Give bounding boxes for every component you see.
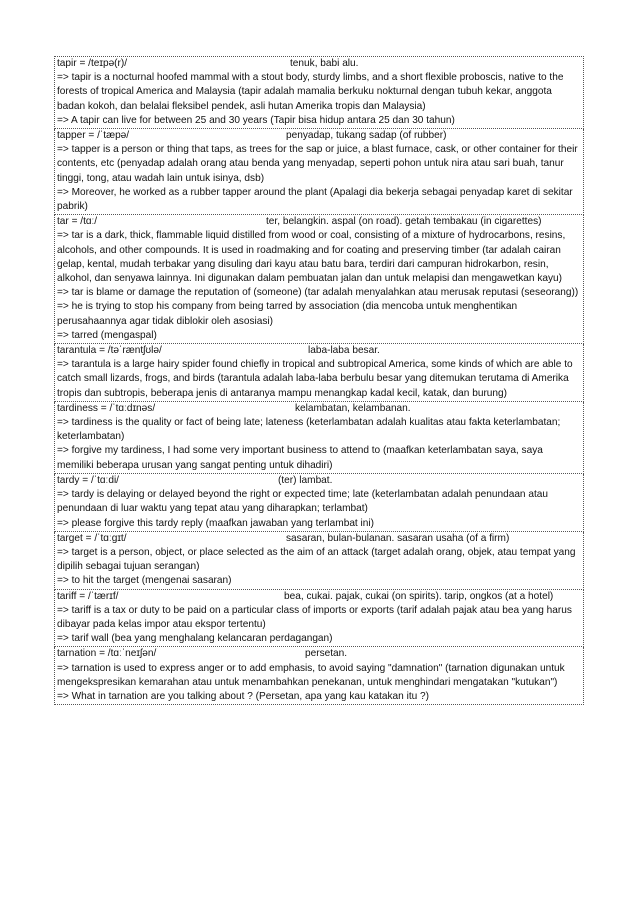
entry-heading xyxy=(57,532,581,546)
entry-heading xyxy=(57,402,581,416)
entry-meaning: kelambatan, kelambanan. xyxy=(295,402,411,414)
entry-definition: => tarnation is used to express anger or to add emphasis, to avoid saying "damnation" (tarnation digunakan untuk mengekspresikan kemarahan atau untuk menambahkan penekanan, untuk menghindari mengatakan "kutukan") xyxy=(57,662,565,688)
entry-heading xyxy=(57,215,581,229)
entry-definition: => tarantula is a large hairy spider found chiefly in tropical and subtropical America, some kinds of which are able to catch small lizards, frogs, and birds (tarantula adalah laba-laba berbulu besar yang ditemukan terutama di Amerika tropis dan subtropis, beberapa jenis di antaranya mampu menangkap kadal kecil, katak, dan burung) xyxy=(57,359,573,399)
entry-target xyxy=(54,532,584,590)
entry-meaning: tenuk, babi alu. xyxy=(290,58,359,69)
entry-tapper xyxy=(54,129,584,215)
entry-word: tarnation = /tɑːˈneɪʃən/ xyxy=(57,648,157,660)
entry-word: target = /ˈtɑːgɪt/ xyxy=(57,532,127,544)
entry-heading xyxy=(57,129,581,143)
entry-tardy xyxy=(54,474,584,532)
entry-definition: => tariff is a tax or duty to be paid on a particular class of imports or exports (tarif adalah pajak atau bea yang harus dibayar pada kelas impor atau ekspor tertentu) xyxy=(57,604,572,630)
entry-definition: => tapir is a nocturnal hoofed mammal with a stout body, sturdy limbs, and a short flexible proboscis, native to the forests of tropical America and Malaysia (tapir adalah mamalia berkuku nokturnal dengan tubuh kekar, anggota badan kokoh, dan belalai fleksibel pendek, asli hutan Amerika tropis dan Malaysia) xyxy=(57,72,564,112)
dictionary-document xyxy=(54,56,584,705)
entry-word: tar = /tɑː/ xyxy=(57,216,98,228)
entry-word: tardiness = /ˈtɑːdɪnəs/ xyxy=(57,402,156,414)
entry-heading xyxy=(57,474,581,488)
entry-tarnation xyxy=(54,647,584,705)
entry-tardiness xyxy=(54,402,584,474)
entry-meaning: (ter) lambat. xyxy=(278,474,333,486)
entry-heading xyxy=(57,57,581,71)
entry-example: => he is trying to stop his company from being tarred by association (dia mencoba untuk menghentikan perusahaannya agar tidak diblokir oleh asosiasi) xyxy=(57,301,518,327)
entry-example: => Moreover, he worked as a rubber tapper around the plant (Apalagi dia bekerja sebagai penyadap karet di sekitar pabrik) xyxy=(57,186,573,213)
entry-meaning: ter, belangkin. aspal (on road). getah tembakau (in cigarettes) xyxy=(266,216,542,228)
entry-meaning: persetan. xyxy=(305,648,348,660)
entry-meaning: laba-laba besar. xyxy=(308,345,380,357)
entry-definition: => target is a person, object, or place selected as the aim of an attack (target adalah orang, objek, atau tempat yang dipilih sebagai tujuan serangan) xyxy=(57,546,576,573)
entry-example: => forgive my tardiness, I had some very important business to attend to (maafkan keterlambatan saya, saya memiliki beberapa urusan yang sangat penting untuk dihadiri) xyxy=(57,445,543,471)
entry-word: tariff = /ˈtærɪf/ xyxy=(57,590,119,602)
entry-heading xyxy=(57,647,581,661)
entry-example: => A tapir can live for between 25 and 30 years (Tapir bisa hidup antara 25 dan 30 tahun) xyxy=(57,114,455,126)
entry-example: => please forgive this tardy reply (maafkan jawaban yang terlambat ini) xyxy=(57,517,374,529)
entry-word: tapper = /ˈtæpə/ xyxy=(57,130,130,142)
entry-heading xyxy=(57,344,581,358)
entry-meaning: bea, cukai. pajak, cukai (on spirits). tarip, ongkos (at a hotel) xyxy=(284,590,554,602)
entry-definition: => tardy is delaying or delayed beyond the right or expected time; late (keterlambatan adalah penundaan atau penundaan di luar waktu yang tepat atau yang diharapkan; terlambat) xyxy=(57,489,548,515)
entry-example: => What in tarnation are you talking about ? (Persetan, apa yang kau katakan itu ?) xyxy=(57,690,430,702)
entry-example: => tarred (mengaspal) xyxy=(57,329,157,341)
entry-example: => tarif wall (bea yang menghalang kelancaran perdagangan) xyxy=(57,633,333,645)
entry-meaning: penyadap, tukang sadap (of rubber) xyxy=(286,130,447,142)
entry-definition: => tapper is a person or thing that taps, as trees for the sap or juice, a blast furnace, cask, or other container for their contents, etc (penyadap adalah orang atau benda yang menyadap, seperti pohon untuk nira atau sari buah, tanur tinggi, tong, atau wadah lain untuk isinya, dsb) xyxy=(57,144,578,184)
entry-tarantula xyxy=(54,344,584,402)
entry-tar xyxy=(54,215,584,344)
entry-word: tapir = /teɪpə(r)/ xyxy=(57,58,128,69)
entry-definition: => tardiness is the quality or fact of being late; lateness (keterlambatan adalah kualitas atau fakta keterlambatan; keterlambatan) xyxy=(57,417,561,443)
entry-word: tardy = /ˈtɑːdi/ xyxy=(57,474,119,486)
entry-heading xyxy=(57,590,581,604)
entry-tapir xyxy=(54,56,584,129)
entry-definition: => tar is a dark, thick, flammable liquid distilled from wood or coal, consisting of a mixture of hydrocarbons, resins, alcohols, and other compounds. It is used in roadmaking and for coating and preserving timber (tar adalah cairan gelap, kental, mudah terbakar yang disuling dari kayu atau batu bara, terdiri dari campuran hidrokarbon, resin, alkohol, dan senyawa lainnya. Ini digunakan dalam pembuatan jalan dan untuk melapisi dan mengawetkan kayu) xyxy=(57,230,566,285)
entry-definition: => tar is blame or damage the reputation of (someone) (tar adalah menyalahkan atau merusak reputasi (seseorang)) xyxy=(57,287,579,299)
entry-tariff xyxy=(54,590,584,648)
entry-meaning: sasaran, bulan-bulanan. sasaran usaha (of a firm) xyxy=(286,532,510,544)
entry-example: => to hit the target (mengenai sasaran) xyxy=(57,575,232,587)
entry-word: tarantula = /təˈræntʃʊlə/ xyxy=(57,345,162,357)
